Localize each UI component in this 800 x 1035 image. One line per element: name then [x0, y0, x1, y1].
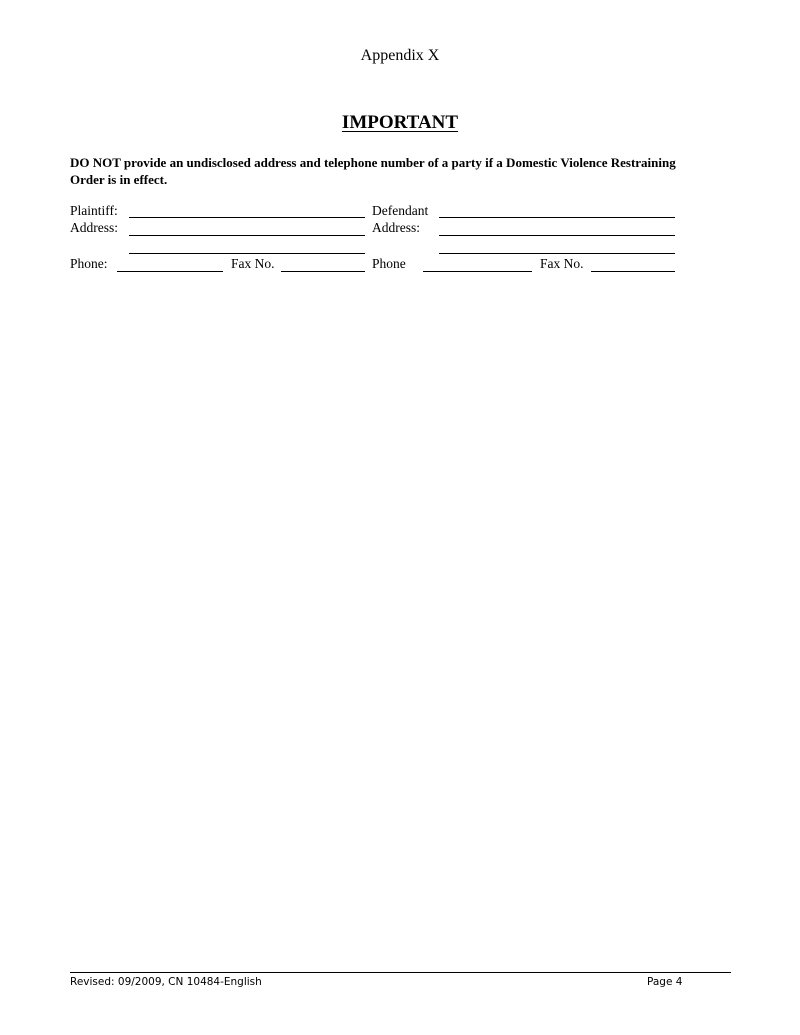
- plaintiff-address-line-2-field[interactable]: [129, 253, 365, 254]
- plaintiff-phone-label: Phone:: [70, 256, 108, 271]
- important-heading: IMPORTANT: [341, 112, 459, 133]
- defendant-phone-field[interactable]: [423, 271, 532, 272]
- plaintiff-fax-field[interactable]: [281, 271, 365, 272]
- appendix-header: Appendix X: [360, 47, 440, 64]
- defendant-address-line-2-field[interactable]: [439, 253, 675, 254]
- plaintiff-fax-label: Fax No.: [231, 256, 275, 271]
- plaintiff-address-label: Address:: [70, 220, 118, 235]
- footer-page-number: Page 4: [647, 976, 683, 988]
- defendant-name-field[interactable]: [439, 217, 675, 218]
- plaintiff-address-field[interactable]: [129, 235, 365, 236]
- plaintiff-phone-field[interactable]: [117, 271, 223, 272]
- defendant-address-label: Address:: [372, 220, 420, 235]
- defendant-address-field[interactable]: [439, 235, 675, 236]
- warning-notice: DO NOT provide an undisclosed address and telephone number of a party if a Domestic Violence Restraining Order is in effect.: [70, 155, 676, 187]
- defendant-phone-label: Phone: [372, 256, 406, 271]
- defendant-fax-label: Fax No.: [540, 256, 584, 271]
- plaintiff-name-field[interactable]: [129, 217, 365, 218]
- footer-divider: [70, 972, 731, 973]
- defendant-label: Defendant: [372, 203, 429, 218]
- plaintiff-label: Plaintiff:: [70, 203, 118, 218]
- footer-revision: Revised: 09/2009, CN 10484-English: [70, 976, 262, 988]
- defendant-fax-field[interactable]: [591, 271, 675, 272]
